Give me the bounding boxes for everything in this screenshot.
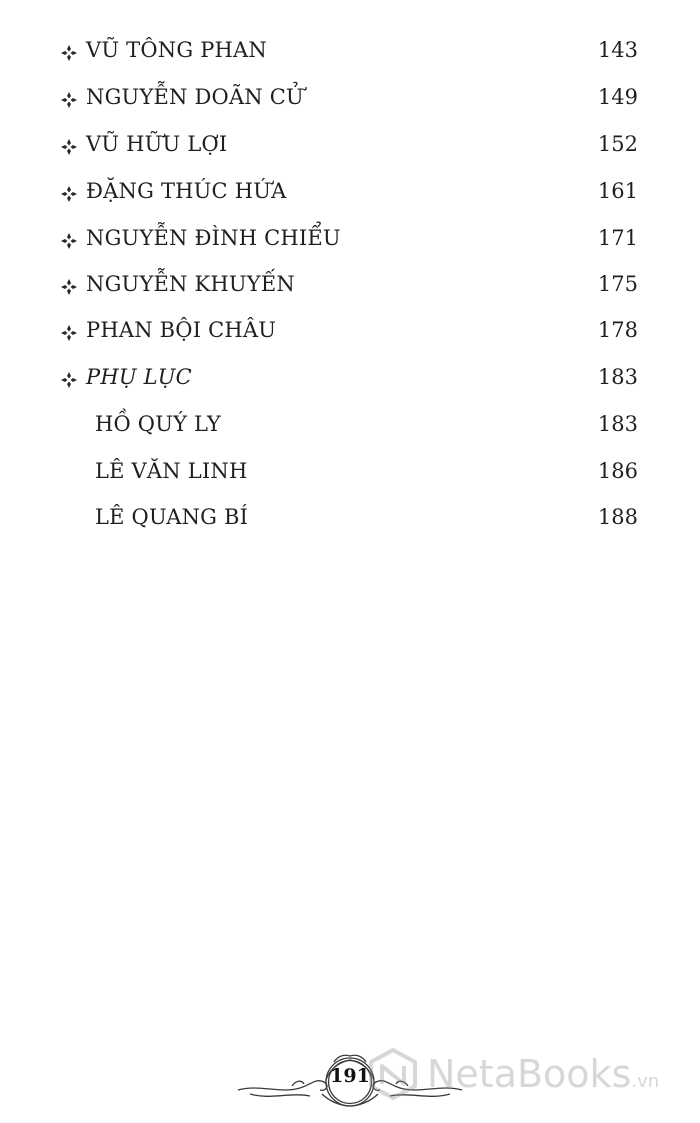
toc-entry <box>0 77 700 123</box>
toc-subentry-page: 188 <box>597 505 638 529</box>
toc-entry-page: 171 <box>597 226 638 250</box>
toc-entry-title: NGUYỄN ĐÌNH CHIỂU <box>86 226 341 250</box>
four-petal-diamond-icon <box>60 91 78 109</box>
watermark-suffix: .vn <box>631 1071 660 1092</box>
toc-entry-page: 149 <box>597 85 638 109</box>
toc-subentry <box>0 497 700 543</box>
watermark-text <box>427 1052 659 1096</box>
toc-subentry <box>0 451 700 497</box>
toc-entry-title: VŨ TÔNG PHAN <box>86 38 267 62</box>
toc-subentry-title: HỒ QUÝ LY <box>95 412 221 436</box>
toc-entry-page: 175 <box>597 272 638 296</box>
four-petal-diamond-icon <box>60 371 78 389</box>
toc-entry <box>0 171 700 217</box>
toc-entry-title: ĐẶNG THÚC HỨA <box>86 179 287 203</box>
toc-entry <box>0 124 700 170</box>
toc-entry <box>0 218 700 264</box>
toc-entry <box>0 264 700 310</box>
toc-entry-title: PHỤ LỤC <box>86 365 192 389</box>
toc-entry-page: 183 <box>597 365 638 389</box>
toc-entry-title: VŨ HỮU LỢI <box>86 132 228 156</box>
toc-entry <box>0 30 700 76</box>
netabooks-logo-icon <box>365 1046 421 1102</box>
four-petal-diamond-icon <box>60 232 78 250</box>
four-petal-diamond-icon <box>60 44 78 62</box>
toc-entry-title: NGUYỄN KHUYẾN <box>86 272 295 296</box>
toc-subentry-title: LÊ VĂN LINH <box>95 459 248 483</box>
four-petal-diamond-icon <box>60 138 78 156</box>
page-number: 191 <box>330 1065 370 1087</box>
toc-subentry-page: 186 <box>597 459 638 483</box>
toc-entry <box>0 310 700 356</box>
toc-entry-title: PHAN BỘI CHÂU <box>86 318 277 342</box>
toc-subentry <box>0 404 700 450</box>
four-petal-diamond-icon <box>60 324 78 342</box>
toc-subentry-page: 183 <box>597 412 638 436</box>
toc-entry-title: NGUYỄN DOÃN CỬ <box>86 85 304 109</box>
toc-entry-page: 161 <box>597 179 638 203</box>
toc-entry-page: 178 <box>597 318 638 342</box>
four-petal-diamond-icon <box>60 278 78 296</box>
toc-entry-page: 143 <box>597 38 638 62</box>
toc-entry-appendix-heading <box>0 357 700 403</box>
watermark-brand: NetaBooks <box>427 1052 632 1096</box>
watermark <box>365 1040 695 1110</box>
toc-subentry-title: LÊ QUANG BÍ <box>95 505 249 529</box>
four-petal-diamond-icon <box>60 185 78 203</box>
toc-entry-page: 152 <box>597 132 638 156</box>
